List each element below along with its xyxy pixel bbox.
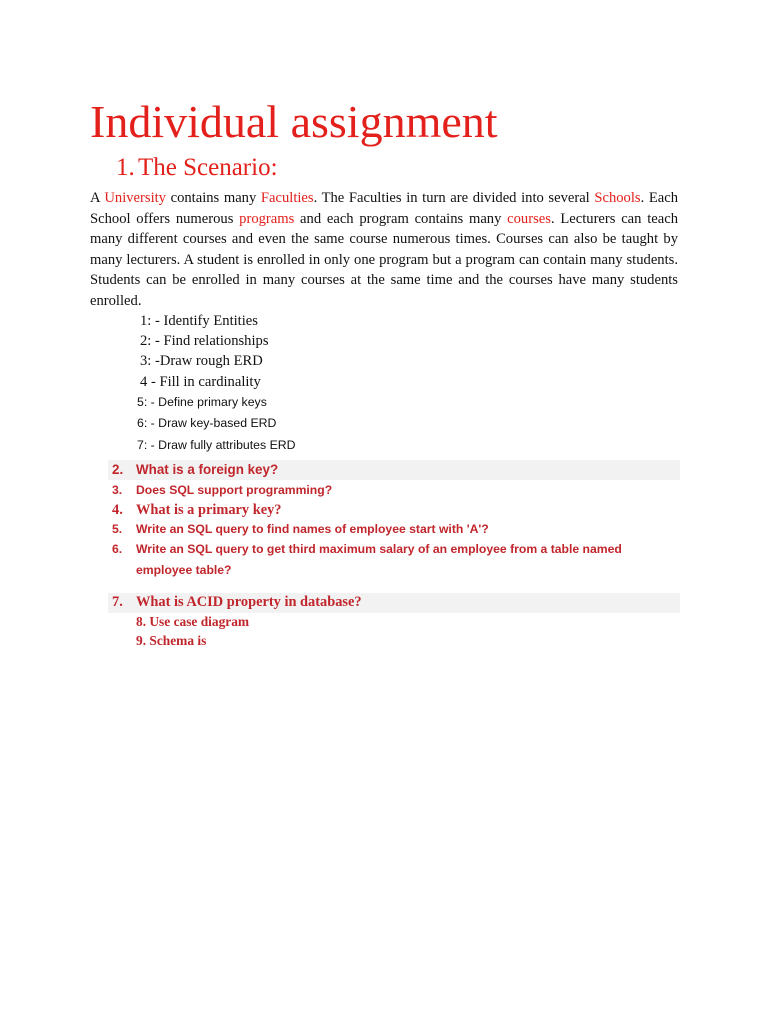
step-item: 1: - Identify Entities <box>140 313 258 329</box>
highlight-university: University <box>104 190 166 206</box>
scenario-heading-text: The Scenario: <box>138 154 278 181</box>
question-text: What is ACID property in database? <box>136 594 362 610</box>
question-number: 5. <box>112 522 123 536</box>
question-9: 9. Schema is <box>136 633 207 648</box>
step-item: 7: - Draw fully attributes ERD <box>137 438 296 452</box>
paragraph-text: contains many <box>165 190 261 206</box>
question-number: 4. <box>112 502 123 518</box>
question-text: Write an SQL query to find names of employee start with 'A'? <box>136 522 489 536</box>
question-2 <box>112 460 278 480</box>
page-title: Individual assignment <box>90 96 498 147</box>
scenario-heading <box>116 152 278 184</box>
question-6 <box>112 539 622 559</box>
highlight-courses: courses <box>507 210 551 227</box>
question-4 <box>112 500 282 520</box>
scenario-number: 1. <box>116 154 135 181</box>
question-text: What is a primary key? <box>136 502 282 518</box>
question-number: 7. <box>112 594 123 610</box>
paragraph-text: . Each School offers numerous <box>90 190 679 227</box>
step-item: 3: -Draw rough ERD <box>140 353 263 369</box>
question-text: Write an SQL query to get third maximum salary of an employee from a table named <box>136 542 622 556</box>
question-number: 2. <box>112 462 124 477</box>
highlight-faculties: Faculties <box>260 190 314 206</box>
paragraph-text: . The Faculties in turn are divided into several <box>313 190 595 206</box>
step-item: 2: - Find relationships <box>140 333 269 349</box>
paragraph-text: A <box>90 190 105 206</box>
question-text: What is a foreign key? <box>136 462 279 477</box>
highlight-programs: programs <box>239 210 295 227</box>
scenario-paragraph <box>90 188 678 311</box>
question-8: 8. Use case diagram <box>136 614 250 629</box>
question-7 <box>112 592 362 612</box>
question-3 <box>112 480 332 500</box>
question-6-continued: employee table? <box>136 563 232 577</box>
question-text: Does SQL support programming? <box>136 483 333 497</box>
question-number: 3. <box>112 483 123 497</box>
paragraph-text: and each program contains many <box>294 210 508 227</box>
step-item: 6: - Draw key-based ERD <box>137 416 277 430</box>
question-5 <box>112 519 489 539</box>
highlight-schools: Schools <box>594 190 641 206</box>
step-item: 4 - Fill in cardinality <box>140 374 261 390</box>
paragraph-text: . Lecturers can teach many different courses and even the same course numerous times. Courses can also be taught by many lecturers. A student is enrolled in only one program but a program can contain many students. Students can be enrolled in many courses at the same time and the courses have many students enrolled. <box>90 210 679 309</box>
step-item: 5: - Define primary keys <box>137 395 267 409</box>
question-number: 6. <box>112 542 123 556</box>
